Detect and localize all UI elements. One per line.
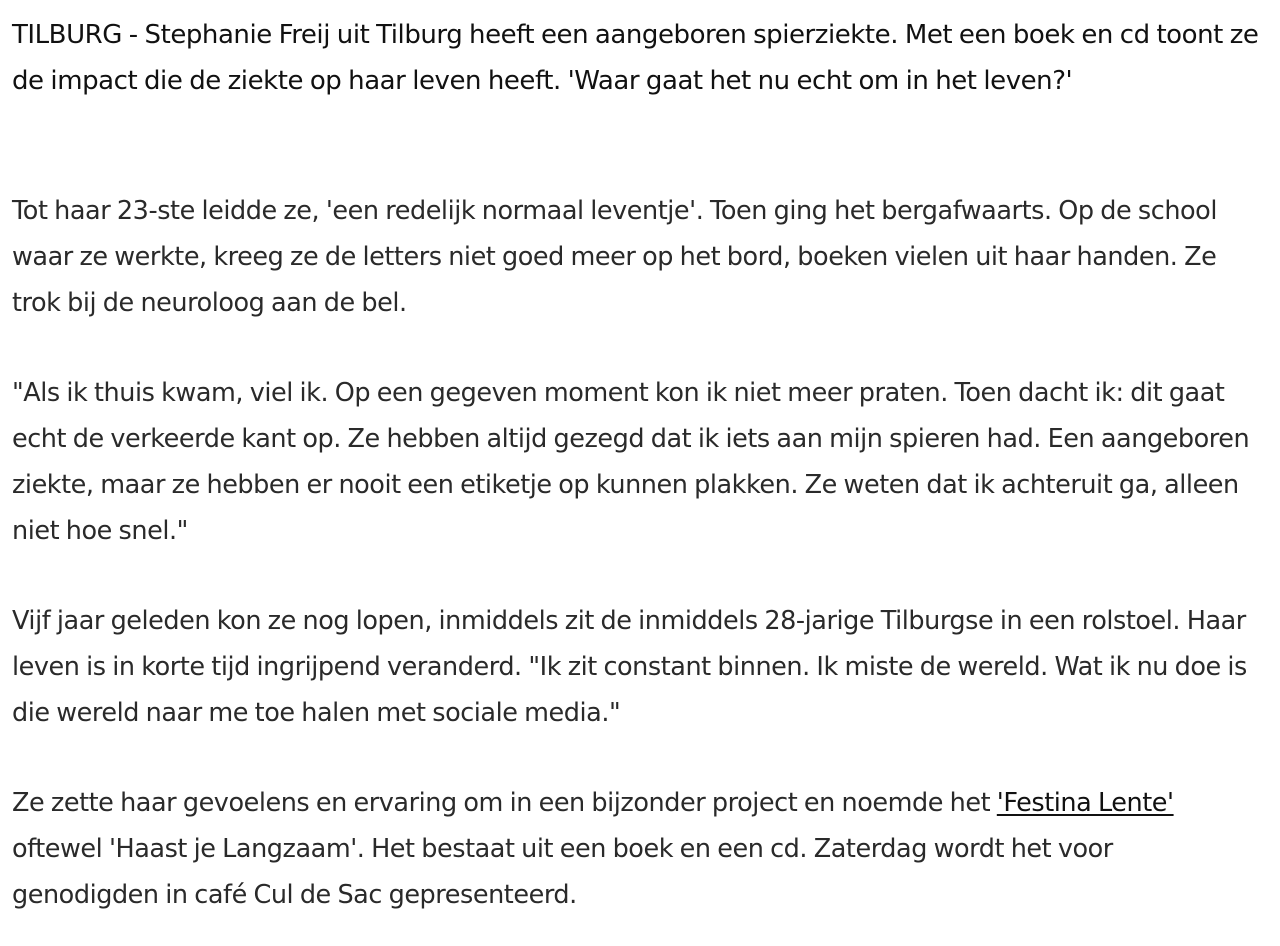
festina-lente-link[interactable]: 'Festina Lente' (996, 788, 1174, 818)
paragraph-4-text-after-link: oftewel 'Haast je Langzaam'. Het bestaat uit een boek en een cd. Zaterdag wordt het voor genodigden in café Cul de Sac gepresenteerd. (12, 834, 1113, 910)
article-paragraph-1: Tot haar 23-ste leidde ze, 'een redelijk normaal leventje'. Toen ging het bergafwaarts. Op de school waar ze werkte, kreeg ze de letters niet goed meer op het bord, boeken vielen uit haar handen. Ze trok bij de neuroloog aan de bel. (12, 196, 1217, 318)
paragraph-4-text-before-link: Ze zette haar gevoelens en ervaring om in een bijzonder project en noemde het (12, 788, 997, 818)
article-paragraph-3: Vijf jaar geleden kon ze nog lopen, inmiddels zit de inmiddels 28-jarige Tilburgse in een rolstoel. Haar leven is in korte tijd ingrijpend veranderd. "Ik zit constant binnen. Ik miste de wereld. Wat ik nu doe is die wereld naar me toe halen met sociale media." (12, 606, 1247, 728)
article-paragraph-4 (12, 780, 1260, 918)
article-paragraph-2: "Als ik thuis kwam, viel ik. Op een gegeven moment kon ik niet meer praten. Toen dacht ik: dit gaat echt de verkeerde kant op. Ze hebben altijd gezegd dat ik iets aan mijn spieren had. Een aangeboren ziekte, maar ze hebben er nooit een etiketje op kunnen plakken. Ze weten dat ik achteruit ga, alleen niet hoe snel." (12, 378, 1250, 546)
article-lead: TILBURG - Stephanie Freij uit Tilburg heeft een aangeboren spierziekte. Met een boek en cd toont ze de impact die de ziekte op haar leven heeft. 'Waar gaat het nu echt om in het leven?' (12, 20, 1259, 96)
